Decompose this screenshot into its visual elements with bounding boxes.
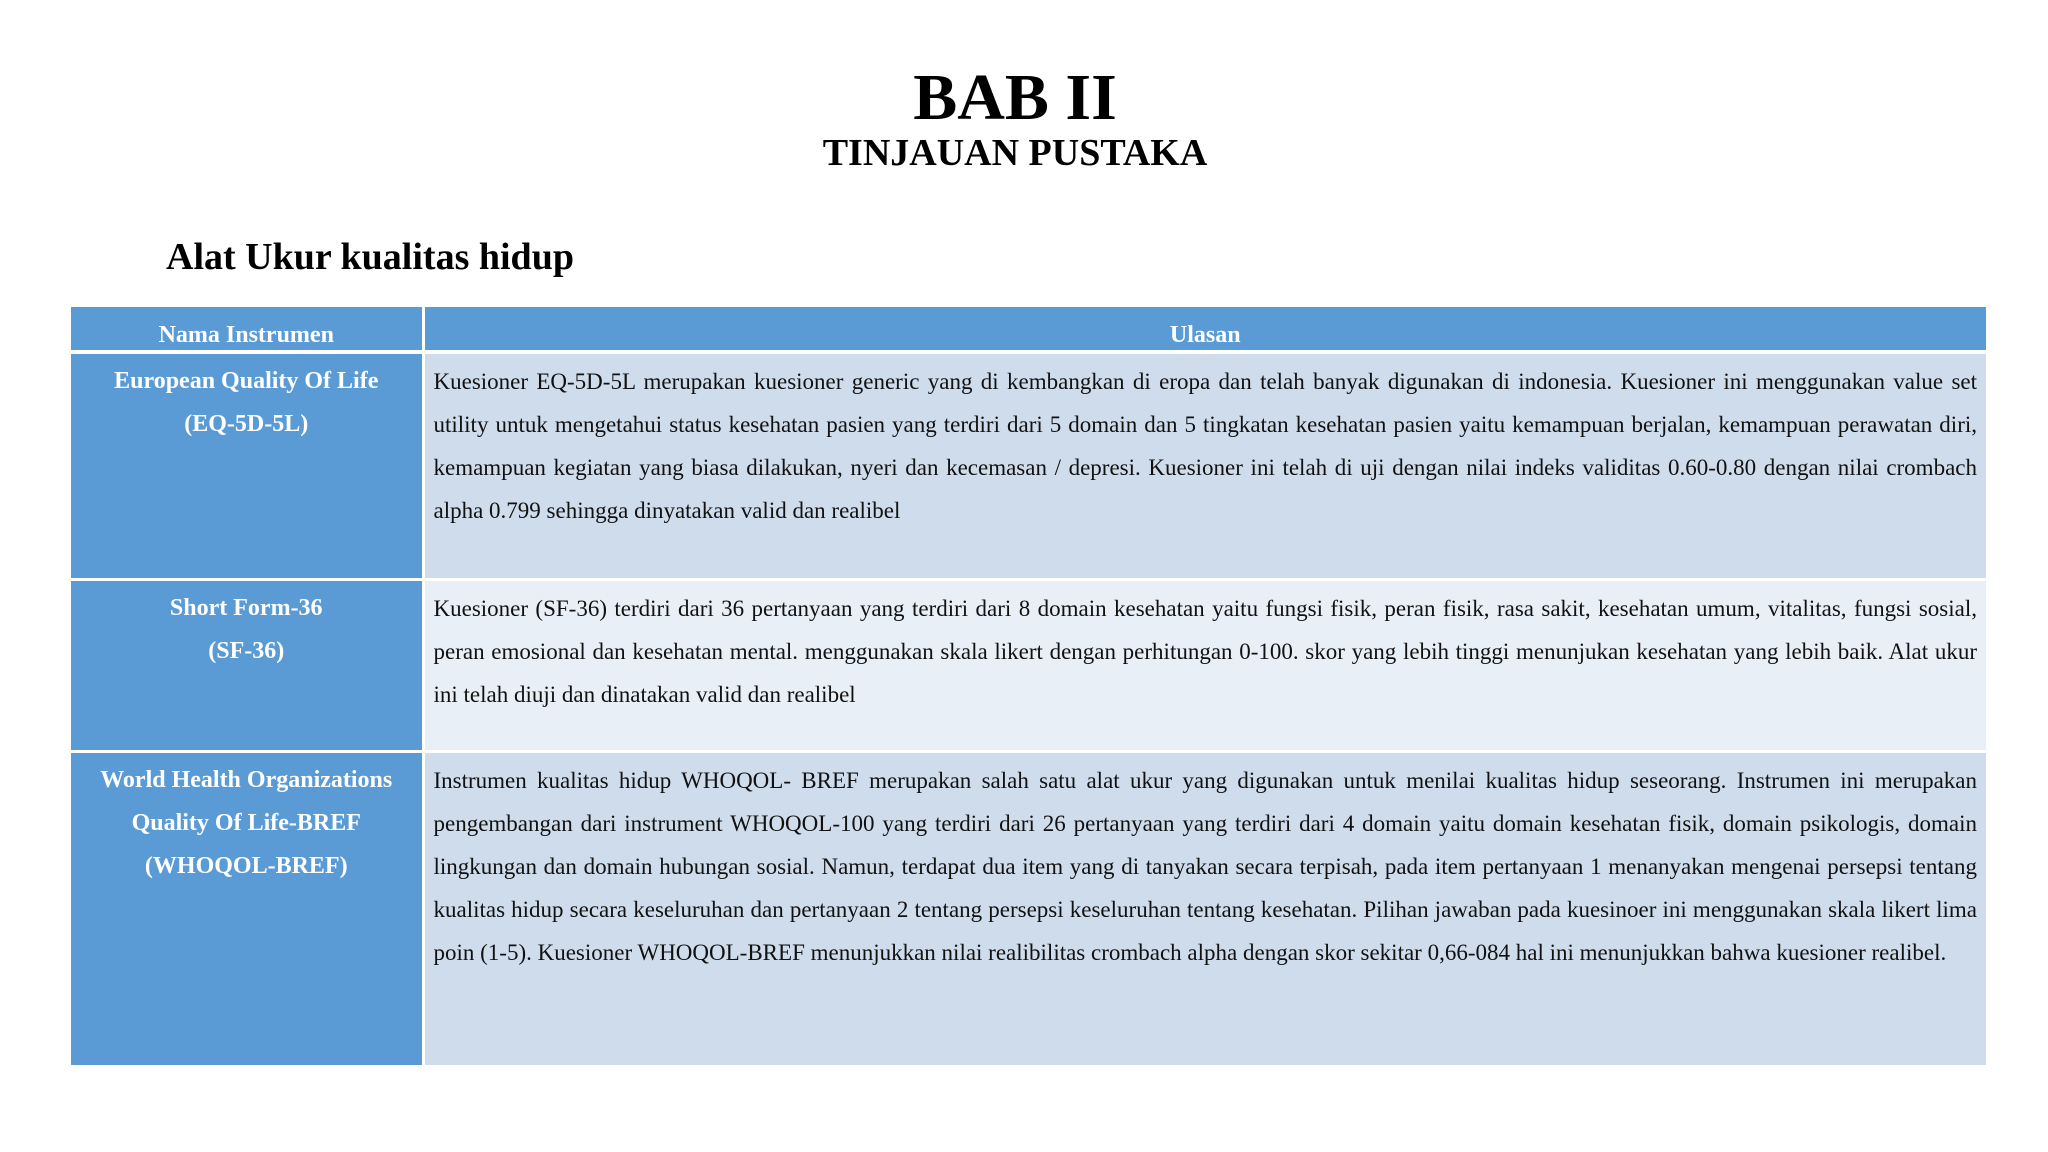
table-row xyxy=(71,352,1986,580)
instrument-abbreviation: (EQ-5D-5L) xyxy=(184,411,309,437)
instrument-name-line: European Quality Of Life xyxy=(114,368,379,394)
instrument-review-cell: Instrumen kualitas hidup WHOQOL- BREF merupakan salah satu alat ukur yang digunakan untuk menilai kualitas hidup seseorang. Instrumen ini merupakan pengembangan dari instrument WHOQOL-100 yang terdiri dari 26 pertanyaan yang terdiri dari 4 domain yaitu domain kesehatan fisik, domain psikologis, domain lingkungan dan domain hubungan sosial. Namun, terdapat dua item yang di tanyakan secara terpisah, pada item pertanyaan 1 menanyakan mengenai persepsi tentang kualitas hidup secara keseluruhan dan pertanyaan 2 tentang persepsi keseluruhan tentang kesehatan. Pilihan jawaban pada kuesinoer ini menggunakan skala likert lima poin (1-5). Kuesioner WHOQOL-BREF menunjukkan nilai realibilitas crombach alpha dengan skor sekitar 0,66-084 hal ini menunjukkan bahwa kuesioner realibel. xyxy=(423,752,1986,1067)
page-subtitle: TINJAUAN PUSTAKA xyxy=(822,132,1208,174)
instrument-name-cell xyxy=(71,752,423,1067)
table-header-row xyxy=(71,307,1986,352)
instrument-name-line: Short Form-36 xyxy=(169,595,323,621)
instrument-name-cell xyxy=(71,580,423,752)
instrument-name-line: World Health Organizations xyxy=(100,767,393,793)
instrument-name-cell xyxy=(71,352,423,580)
section-heading: Alat Ukur kualitas hidup xyxy=(166,236,574,278)
table-row xyxy=(71,752,1986,1067)
table-row xyxy=(71,580,1986,752)
instrument-review-cell: Kuesioner EQ-5D-5L merupakan kuesioner generic yang di kembangkan di eropa dan telah banyak digunakan di indonesia. Kuesioner ini menggunakan value set utility untuk mengetahui status kesehatan pasien yang terdiri dari 5 domain dan 5 tingkatan kesehatan pasien yaitu kemampuan berjalan, kemampuan perawatan diri, kemampuan kegiatan yang biasa dilakukan, nyeri dan kecemasan / depresi. Kuesioner ini telah di uji dengan nilai indeks validitas 0.60-0.80 dengan nilai crombach alpha 0.799 sehingga dinyatakan valid dan realibel xyxy=(423,352,1986,580)
instrument-review-cell: Kuesioner (SF-36) terdiri dari 36 pertanyaan yang terdiri dari 8 domain kesehatan yaitu fungsi fisik, peran fisik, rasa sakit, kesehatan umum, vitalitas, fungsi sosial, peran emosional dan kesehatan mental. menggunakan skala likert dengan perhitungan 0-100. skor yang lebih tinggi menunjukan kesehatan yang lebih baik. Alat ukur ini telah diuji dan dinatakan valid dan realibel xyxy=(423,580,1986,752)
instrument-abbreviation: (SF-36) xyxy=(208,638,285,664)
column-header-instrument-name: Nama Instrumen xyxy=(71,307,423,352)
page-title: BAB II xyxy=(913,61,1117,134)
column-header-review: Ulasan xyxy=(423,307,1986,352)
instrument-name-line: Quality Of Life-BREF xyxy=(131,810,361,836)
instrument-abbreviation: (WHOQOL-BREF) xyxy=(144,853,348,879)
instrument-table xyxy=(71,307,1986,1068)
